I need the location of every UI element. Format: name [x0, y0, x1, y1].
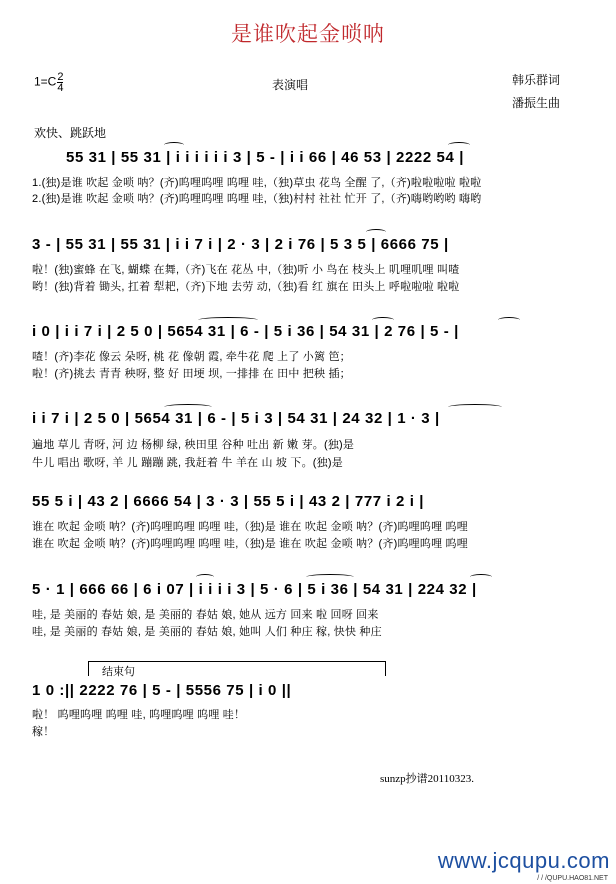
slur-mark — [196, 574, 214, 580]
slur-mark — [164, 142, 184, 148]
song-title: 是谁吹起金唢呐 — [231, 23, 385, 46]
lyric-line: 啦！ 呜哩呜哩 呜哩 哇, 呜哩呜哩 呜哩 哇！ — [32, 709, 246, 721]
slur-mark — [306, 574, 354, 580]
time-signature: $\frac{2}{4}$ — [57, 71, 64, 94]
transcriber-signature: sunzp抄谱20110323. — [380, 773, 475, 785]
site-watermark-sub: / / /QUPU.HAO81.NET — [537, 875, 608, 882]
notation-line: i i 7 i | 2 5 0 | 5654 31 | 6 - | 5 i 3 | 54 31 | 24 32 | 1 · 3 | — [32, 410, 440, 427]
lyric-line: 牛儿 唱出 歌呀, 羊 儿 蹦蹦 跳, 我赶着 牛 羊在 山 坡 下。(独)是 — [32, 457, 343, 469]
lyric-line: 哇, 是 美丽的 春姑 娘, 是 美丽的 春姑 娘, 她从 远方 回来 啦 回呀 回来 — [32, 609, 379, 621]
lyric-line: 1.(独)是谁 吹起 金唢 呐？(齐)呜哩呜哩 呜哩 哇,（独)草虫 花鸟 全醒 了,（齐)啦啦啦啦 啦啦 — [32, 177, 482, 189]
tempo-marking: 欢快、跳跃地 — [34, 126, 107, 140]
lyricist: 韩乐群词 — [512, 73, 561, 87]
slur-mark — [198, 317, 258, 323]
notation-line: i 0 | i i 7 i | 2 5 0 | 5654 31 | 6 - | 5 i 36 | 54 31 | 2 76 | 5 - | — [32, 323, 459, 340]
ending-label: 结束句 — [102, 666, 135, 678]
slur-mark — [448, 142, 470, 148]
lyric-line: 喳！(齐)李花 像云 朵呀, 桃 花 像朝 霞, 牵牛花 爬 上了 小篱 笆； — [32, 351, 351, 363]
slur-mark — [448, 404, 502, 410]
lyric-line: 哇, 是 美丽的 春姑 娘, 是 美丽的 春姑 娘, 她叫 人们 种庄 稼, 快快 种庄 — [32, 626, 382, 638]
lyric-line: 哟！(独)背着 锄头, 扛着 犁耙,（齐)下地 去劳 动,（独)看 红 旗在 田头上 呼啦啦啦 啦啦 — [32, 281, 460, 293]
slur-mark — [164, 404, 212, 410]
slur-mark — [498, 317, 520, 323]
performance-style: 表演唱 — [272, 78, 309, 92]
slur-mark — [470, 574, 492, 580]
slur-mark — [366, 229, 386, 235]
lyric-line: 谁在 吹起 金唢 呐？(齐)呜哩呜哩 呜哩 哇,（独)是 谁在 吹起 金唢 呐？(齐)呜哩呜哩 呜哩 — [32, 521, 468, 533]
slur-mark — [372, 317, 394, 323]
notation-line: 1 0 :|| 2222 76 | 5 - | 5556 75 | i 0 || — [32, 682, 292, 699]
notation-line: 3 - | 55 31 | 55 31 | i i 7 i | 2 · 3 | 2 i 76 | 5 3 5 | 6666 75 | — [32, 236, 449, 253]
lyric-line: 谁在 吹起 金唢 呐？(齐)呜哩呜哩 呜哩 哇,（独)是 谁在 吹起 金唢 呐？(齐)呜哩呜哩 呜哩 — [32, 538, 468, 550]
lyric-line: 啦！(独)蜜蜂 在飞, 蝴蝶 在舞,（齐)飞在 花丛 中,（独)听 小 鸟在 枝头上 叽哩叽哩 叫喳 — [32, 264, 460, 276]
key-signature — [34, 72, 63, 93]
notation-line: 55 5 i | 43 2 | 6666 54 | 3 · 3 | 55 5 i | 43 2 | 777 i 2 i | — [32, 493, 425, 510]
lyric-line: 遍地 草儿 青呀, 河 边 杨柳 绿, 秧田里 谷种 吐出 新 嫩 芽。(独)是 — [32, 439, 355, 451]
notation-line: 5 · 1 | 666 66 | 6 i 07 | i i i i 3 | 5 · 6 | 5 i 36 | 54 31 | 224 32 | — [32, 581, 477, 598]
lyric-line: 啦！(齐)挑去 青青 秧呀, 整 好 田埂 坝, 一排排 在 田中 把秧 插； — [32, 368, 351, 380]
lyric-line: 稼！ — [32, 726, 55, 738]
key-label: 1=C — [34, 74, 57, 89]
notation-line: 55 31 | 55 31 | i i i i i i 3 | 5 - | i i 66 | 46 53 | 2222 54 | — [66, 149, 464, 166]
site-watermark: www.jcqupu.com — [437, 848, 610, 873]
composer: 潘振生曲 — [512, 96, 561, 110]
lyric-line: 2.(独)是谁 吹起 金唢 呐？(齐)呜哩呜哩 呜哩 哇,（独)村村 社社 忙开 了,（齐)嗨哟哟哟 嗨哟 — [32, 193, 482, 205]
